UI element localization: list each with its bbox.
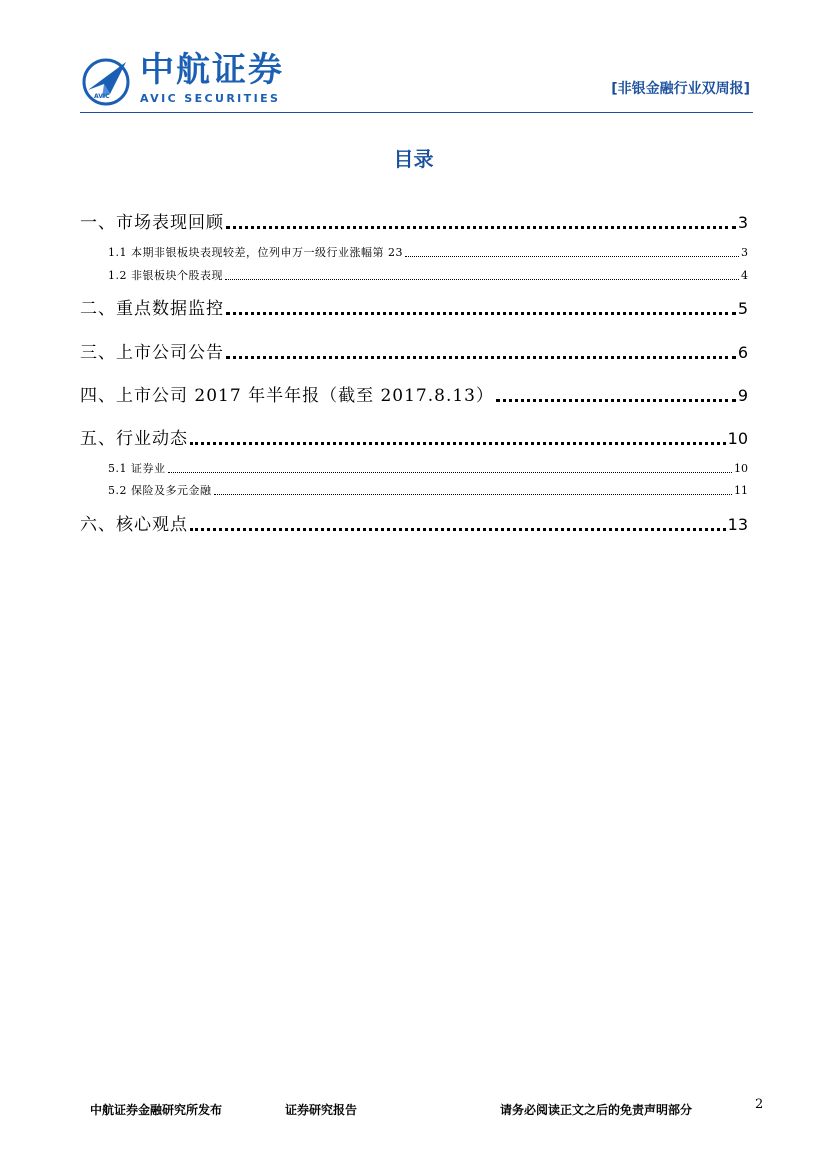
- toc-leader: [226, 355, 736, 359]
- footer-publisher: 中航证券金融研究所发布: [90, 1103, 223, 1117]
- toc-entry-page: 9: [737, 386, 748, 405]
- footer-disclaimer: 请务必阅读正文之后的免责声明部分: [500, 1103, 693, 1117]
- toc-entry-label: 五、行业动态: [80, 429, 188, 449]
- toc-entry-label: 六、核心观点: [80, 515, 188, 535]
- toc-entry-page: 11: [734, 484, 748, 497]
- toc-entry-label: 1.2 非银板块个股表现: [108, 269, 223, 282]
- header-divider: [80, 112, 753, 113]
- toc-entry-page: 5: [737, 299, 748, 318]
- toc-leader: [168, 471, 733, 473]
- toc-entry-label: 1.1 本期非银板块表现较差，位列申万一级行业涨幅第 23: [108, 246, 403, 259]
- toc-leader: [190, 441, 726, 445]
- toc-entry[interactable]: [80, 510, 748, 535]
- toc-entry[interactable]: [80, 294, 748, 319]
- toc-leader: [496, 398, 736, 402]
- brand-name-en: AVIC SECURITIES: [140, 92, 281, 105]
- toc-entry-page: 3: [741, 246, 748, 259]
- toc-entry[interactable]: [80, 338, 748, 363]
- toc-entry[interactable]: [80, 460, 748, 476]
- toc-entry[interactable]: [80, 267, 748, 283]
- logo-mark-text: AVIC: [94, 93, 110, 100]
- toc-leader: [226, 311, 736, 315]
- toc-entry[interactable]: [80, 208, 748, 233]
- page-footer: [90, 1097, 770, 1117]
- toc-entry-page: 3: [737, 213, 748, 232]
- toc-leader: [405, 255, 739, 257]
- toc-entry-label: 5.2 保险及多元金融: [108, 484, 212, 497]
- toc-entry-page: 10: [734, 462, 748, 475]
- toc-entry-label: 四、上市公司 2017 年半年报（截至 2017.8.13）: [80, 386, 494, 406]
- toc-entry-page: 13: [727, 515, 748, 534]
- toc-entry[interactable]: [80, 424, 748, 449]
- report-type-label: [非银金融行业双周报]: [611, 81, 750, 97]
- brand-name-cn: 中航证券: [140, 50, 284, 90]
- toc-entry-label: 三、上市公司公告: [80, 343, 224, 363]
- toc-entry[interactable]: [80, 381, 748, 406]
- toc-entry-page: 10: [727, 429, 748, 448]
- toc-entry-label: 5.1 证券业: [108, 462, 166, 475]
- toc-leader: [190, 527, 726, 531]
- toc-leader: [226, 225, 736, 229]
- toc-entry-page: 6: [737, 343, 748, 362]
- toc-entry-label: 二、重点数据监控: [80, 299, 224, 319]
- toc-entry[interactable]: [80, 482, 748, 498]
- toc-leader: [225, 278, 739, 280]
- page-number: 2: [755, 1097, 764, 1112]
- avic-logo-icon: [80, 54, 132, 106]
- toc-entry-label: 一、市场表现回顾: [80, 213, 224, 233]
- page-header: [80, 50, 750, 112]
- footer-doc-type: 证券研究报告: [285, 1103, 358, 1117]
- toc-title: 目录: [393, 147, 434, 171]
- toc-entry-page: 4: [741, 269, 748, 282]
- toc-entry[interactable]: [80, 244, 748, 260]
- toc-leader: [214, 493, 733, 495]
